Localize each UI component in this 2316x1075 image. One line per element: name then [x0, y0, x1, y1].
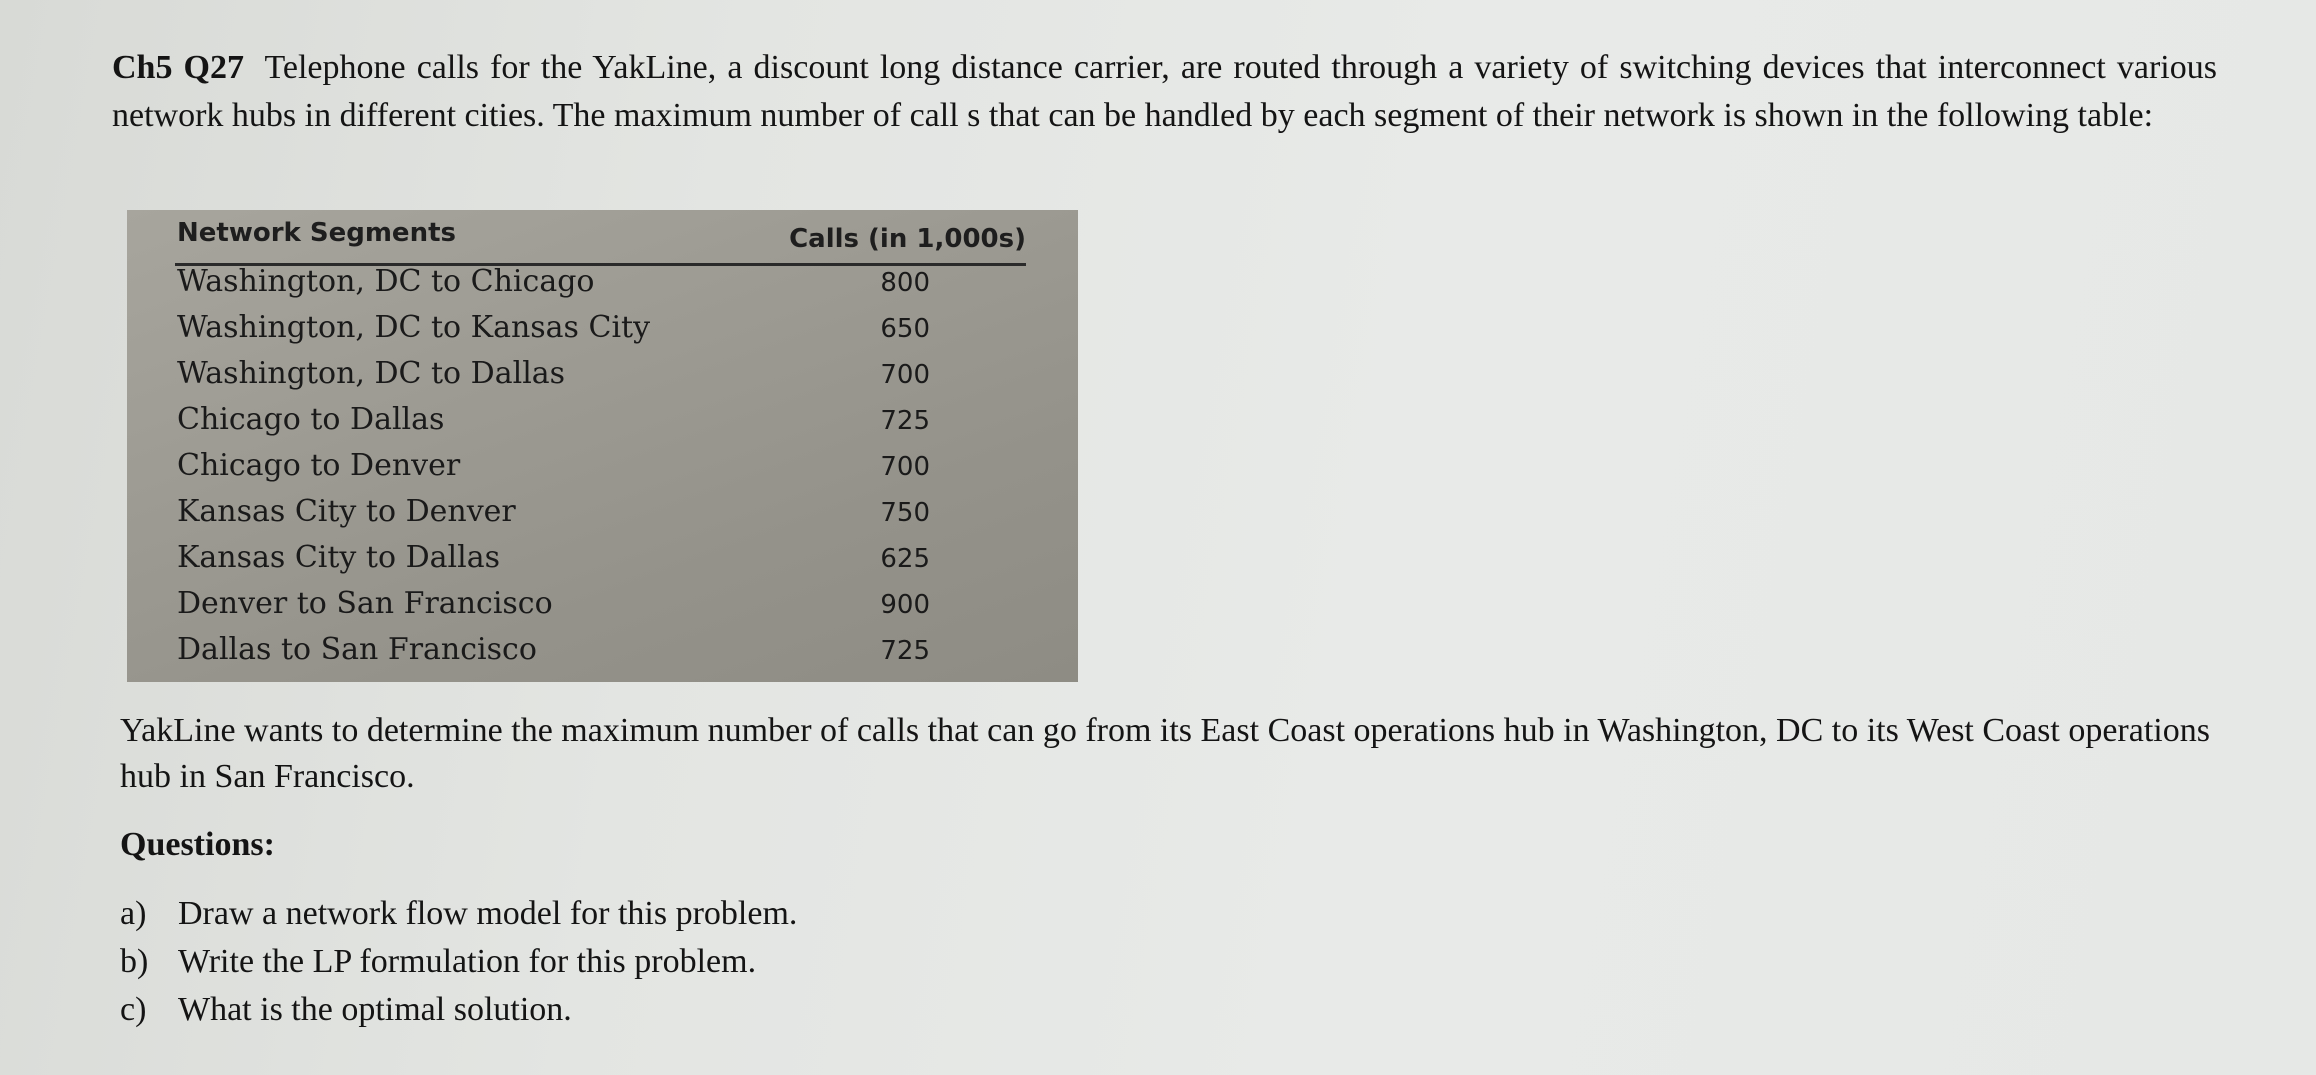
table-row [177, 402, 930, 448]
calls-cell: 750 [880, 498, 930, 528]
network-segments-table [127, 210, 1078, 682]
questions-list [120, 890, 797, 1034]
calls-cell: 900 [880, 590, 930, 620]
question-marker: b) [120, 943, 149, 980]
calls-cell: 700 [880, 360, 930, 390]
calls-cell: 700 [880, 452, 930, 482]
segment-cell: Denver to San Francisco [177, 586, 553, 621]
table-row [177, 356, 930, 402]
questions-heading: Questions: [120, 826, 275, 863]
table-row [177, 540, 930, 586]
problem-intro [112, 44, 2217, 140]
segment-cell: Kansas City to Dallas [177, 540, 500, 575]
calls-cell: 725 [880, 406, 930, 436]
segment-cell: Kansas City to Denver [177, 494, 516, 529]
segment-cell: Washington, DC to Dallas [177, 356, 566, 391]
table-row [177, 448, 930, 494]
table-row [177, 494, 930, 540]
table-row [177, 632, 930, 678]
header-network-segments: Network Segments [177, 218, 456, 248]
calls-cell: 625 [880, 544, 930, 574]
question-id: Ch5 Q27 [112, 49, 245, 86]
segment-cell: Chicago to Denver [177, 448, 461, 483]
question-text: Draw a network flow model for this problem. [178, 895, 798, 932]
problem-goal-text: YakLine wants to determine the maximum number of calls that can go from its East Coast operations hub in Washington, DC to its West Coast operations hub in San Francisco. [120, 712, 2210, 795]
question-marker: c) [120, 991, 147, 1028]
question-text: What is the optimal solution. [178, 991, 572, 1028]
calls-cell: 650 [880, 314, 930, 344]
question-item-b [120, 938, 797, 986]
table-row [177, 586, 930, 632]
segment-cell: Washington, DC to Kansas City [177, 310, 651, 345]
segment-cell: Dallas to San Francisco [177, 632, 537, 667]
calls-cell: 800 [880, 268, 930, 298]
question-item-a [120, 890, 797, 938]
question-text: Write the LP formulation for this problem. [178, 943, 757, 980]
table-row [177, 310, 930, 356]
table-row [177, 264, 930, 310]
header-calls: Calls (in 1,000s) [789, 224, 1026, 254]
segment-cell: Chicago to Dallas [177, 402, 445, 437]
question-marker: a) [120, 895, 147, 932]
calls-cell: 725 [880, 636, 930, 666]
intro-text: Telephone calls for the YakLine, a discount long distance carrier, are routed through a variety of switching devices that interconnect various network hubs in different cities. The maximum number of call s that can be handled by each segment of their network is shown in the following table: [112, 49, 2217, 134]
segment-cell: Washington, DC to Chicago [177, 264, 595, 299]
question-item-c [120, 986, 797, 1034]
